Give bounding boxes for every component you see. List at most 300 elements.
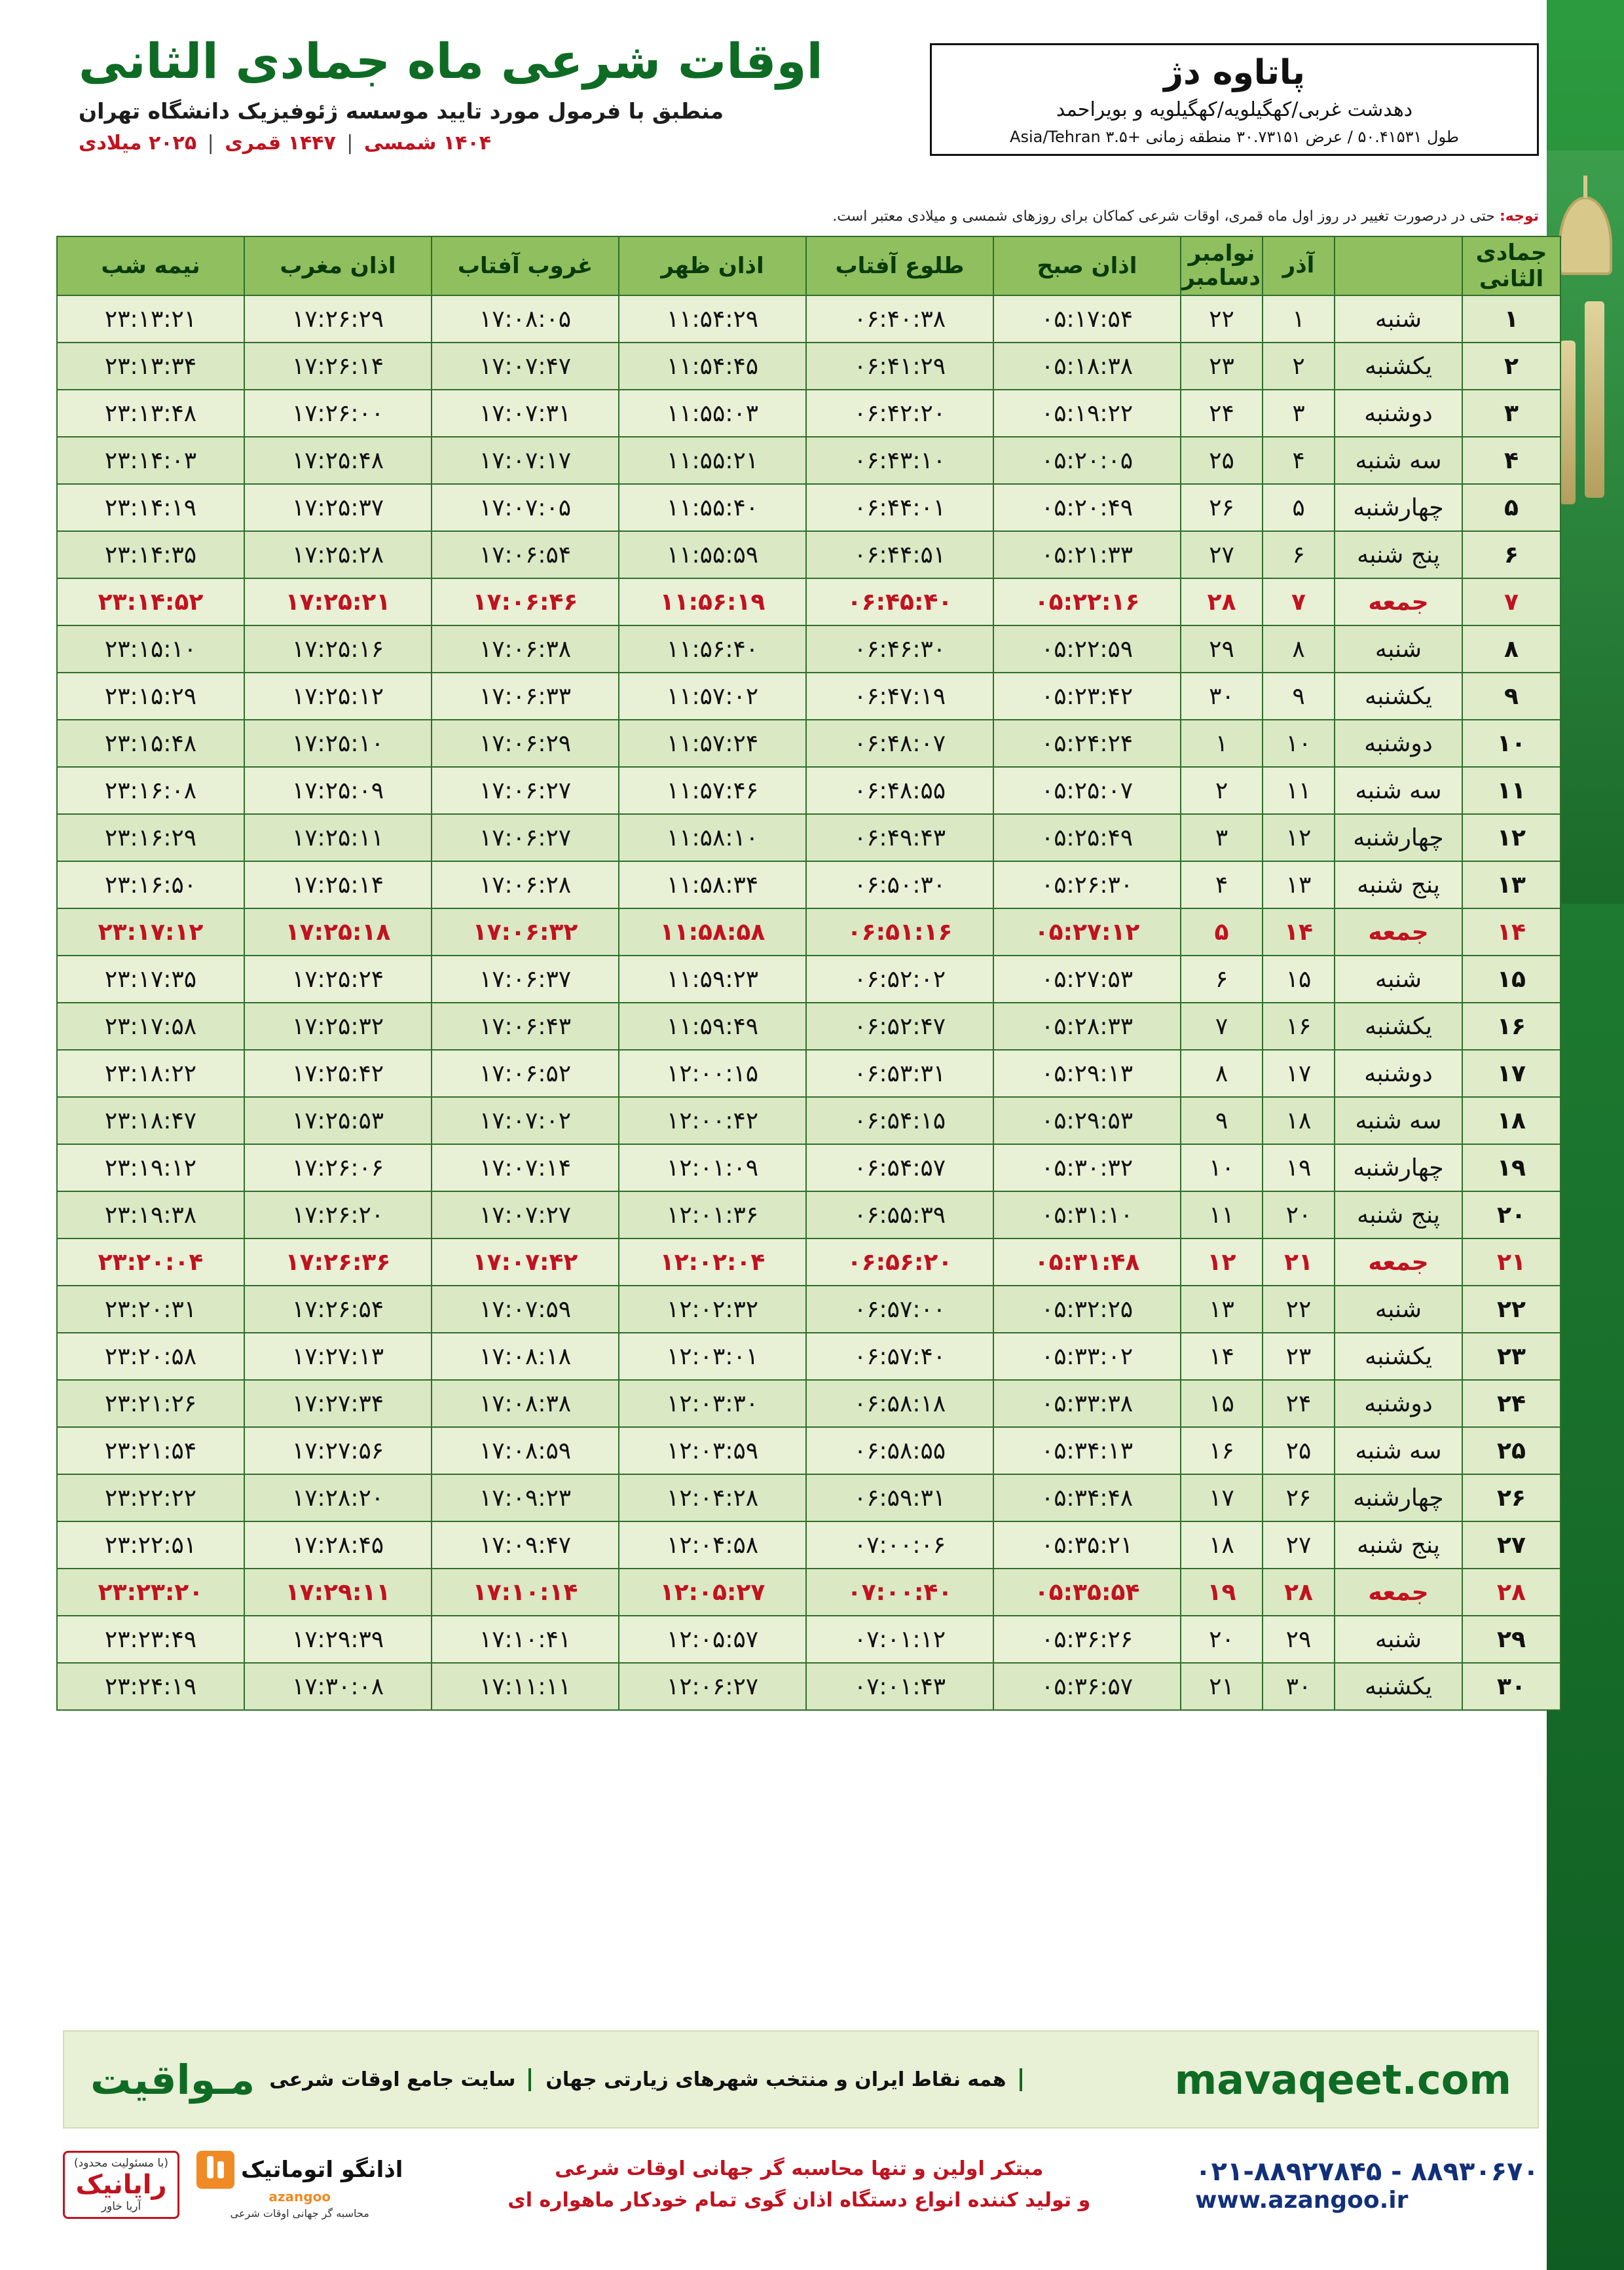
cell-sunrise: ۰۶:۴۸:۰۷ [806, 720, 993, 767]
cell-weekday: پنج شنبه [1335, 1521, 1462, 1569]
cell-maghrib: ۱۷:۲۸:۲۰ [244, 1474, 432, 1521]
cell-sunrise: ۰۶:۵۳:۳۱ [806, 1050, 993, 1097]
cell-hijri-date: ۲۵ [1263, 1427, 1335, 1474]
cell-midnight: ۲۳:۲۲:۵۱ [57, 1521, 244, 1569]
cell-sunrise: ۰۶:۴۹:۴۳ [806, 814, 993, 861]
table-row [57, 1474, 1560, 1521]
cell-fajr: ۰۵:۳۱:۱۰ [993, 1191, 1181, 1238]
cell-maghrib: ۱۷:۲۵:۲۱ [244, 578, 432, 625]
cell-day-number: ۱۰ [1462, 720, 1560, 767]
page-subtitle: منطبق با فرمول مورد تایید موسسه ژئوفیزیک دانشگاه تهران [79, 98, 724, 124]
cell-gregorian-date: ۱۸ [1181, 1521, 1263, 1569]
cell-gregorian-date: ۲۵ [1181, 437, 1263, 484]
brand-url[interactable]: mavaqeet.com [1174, 2055, 1511, 2104]
cell-dhuhr: ۱۱:۵۸:۱۰ [619, 814, 806, 861]
cell-sunset: ۱۷:۰۷:۲۷ [432, 1191, 619, 1238]
cell-sunrise: ۰۶:۵۸:۵۵ [806, 1427, 993, 1474]
cell-dhuhr: ۱۲:۰۰:۱۵ [619, 1050, 806, 1097]
cell-weekday: چهارشنبه [1335, 1144, 1462, 1191]
cell-fajr: ۰۵:۲۶:۳۰ [993, 861, 1181, 908]
table-row [57, 1286, 1560, 1333]
cell-weekday: جمعه [1335, 1238, 1462, 1286]
city-name: پاتاوه دژ [1164, 53, 1305, 92]
cell-fajr: ۰۵:۳۳:۳۸ [993, 1380, 1181, 1427]
cell-maghrib: ۱۷:۲۵:۳۷ [244, 484, 432, 531]
cell-fajr: ۰۵:۲۵:۴۹ [993, 814, 1181, 861]
cell-fajr: ۰۵:۳۰:۳۲ [993, 1144, 1181, 1191]
cell-sunrise: ۰۶:۴۰:۳۸ [806, 295, 993, 343]
cell-sunset: ۱۷:۰۶:۲۷ [432, 767, 619, 814]
cell-sunrise: ۰۶:۴۵:۴۰ [806, 578, 993, 625]
cell-maghrib: ۱۷:۲۷:۵۶ [244, 1427, 432, 1474]
cell-sunrise: ۰۶:۴۴:۰۱ [806, 484, 993, 531]
cell-dhuhr: ۱۲:۰۵:۵۷ [619, 1616, 806, 1663]
cell-hijri-date: ۱۰ [1263, 720, 1335, 767]
cell-sunset: ۱۷:۰۷:۱۷ [432, 437, 619, 484]
year-sep-1: | [346, 131, 354, 155]
cell-sunset: ۱۷:۰۶:۴۶ [432, 578, 619, 625]
cell-weekday: دوشنبه [1335, 390, 1462, 437]
table-row [57, 1050, 1560, 1097]
cell-weekday: سه شنبه [1335, 1097, 1462, 1144]
cell-sunset: ۱۷:۰۸:۱۸ [432, 1333, 619, 1380]
cell-sunrise: ۰۶:۵۴:۱۵ [806, 1097, 993, 1144]
cell-sunrise: ۰۶:۵۵:۳۹ [806, 1191, 993, 1238]
cell-sunrise: ۰۶:۵۰:۳۰ [806, 861, 993, 908]
cell-gregorian-date: ۷ [1181, 1003, 1263, 1050]
cell-maghrib: ۱۷:۲۶:۳۶ [244, 1238, 432, 1286]
cell-maghrib: ۱۷:۲۵:۱۶ [244, 625, 432, 673]
cell-gregorian-date: ۲۶ [1181, 484, 1263, 531]
cell-maghrib: ۱۷:۲۵:۱۲ [244, 673, 432, 720]
cell-day-number: ۲۷ [1462, 1521, 1560, 1569]
cell-sunset: ۱۷:۰۹:۴۷ [432, 1521, 619, 1569]
cell-hijri-date: ۱۷ [1263, 1050, 1335, 1097]
cell-midnight: ۲۳:۱۴:۳۵ [57, 531, 244, 578]
cell-day-number: ۳۰ [1462, 1663, 1560, 1710]
cell-sunset: ۱۷:۰۶:۲۸ [432, 861, 619, 908]
table-row [57, 343, 1560, 390]
cell-midnight: ۲۳:۱۵:۱۰ [57, 625, 244, 673]
cell-hijri-date: ۲۲ [1263, 1286, 1335, 1333]
cell-fajr: ۰۵:۳۱:۴۸ [993, 1238, 1181, 1286]
cell-maghrib: ۱۷:۲۵:۴۸ [244, 437, 432, 484]
table-row [57, 484, 1560, 531]
page-header [63, 33, 1539, 207]
cell-dhuhr: ۱۱:۵۷:۴۶ [619, 767, 806, 814]
cell-hijri-date: ۲۹ [1263, 1616, 1335, 1663]
cell-day-number: ۱۷ [1462, 1050, 1560, 1097]
cell-day-number: ۲۲ [1462, 1286, 1560, 1333]
cell-gregorian-date: ۲ [1181, 767, 1263, 814]
rayaneik-note: (با مسئولیت محدود) [74, 2157, 168, 2170]
cell-weekday: پنج شنبه [1335, 861, 1462, 908]
cell-day-number: ۱۵ [1462, 956, 1560, 1003]
cell-day-number: ۱۹ [1462, 1144, 1560, 1191]
header-fajr: اذان صبح [993, 236, 1181, 295]
cell-weekday: دوشنبه [1335, 1380, 1462, 1427]
cell-sunrise: ۰۶:۵۸:۱۸ [806, 1380, 993, 1427]
city-region: دهدشت غربی/کهگیلویه/کهگیلویه و بویراحمد [1056, 98, 1413, 122]
cell-day-number: ۱ [1462, 295, 1560, 343]
cell-sunrise: ۰۶:۵۴:۵۷ [806, 1144, 993, 1191]
cell-dhuhr: ۱۲:۰۴:۵۸ [619, 1521, 806, 1569]
cell-day-number: ۲۹ [1462, 1616, 1560, 1663]
table-header-row [57, 236, 1560, 295]
cell-weekday: شنبه [1335, 295, 1462, 343]
cell-hijri-date: ۲۶ [1263, 1474, 1335, 1521]
cell-dhuhr: ۱۱:۵۴:۴۵ [619, 343, 806, 390]
cell-weekday: سه شنبه [1335, 1427, 1462, 1474]
table-row [57, 1238, 1560, 1286]
table-row [57, 1380, 1560, 1427]
cell-day-number: ۶ [1462, 531, 1560, 578]
footer-desc-line2: و تولید کننده انواع دستگاه اذان گوی تمام خودکار ماهواره ای [507, 2189, 1091, 2212]
cell-sunset: ۱۷:۰۷:۴۷ [432, 343, 619, 390]
cell-dhuhr: ۱۲:۰۲:۰۴ [619, 1238, 806, 1286]
cell-midnight: ۲۳:۱۵:۴۸ [57, 720, 244, 767]
cell-sunrise: ۰۶:۵۹:۳۱ [806, 1474, 993, 1521]
cell-gregorian-date: ۱۲ [1181, 1238, 1263, 1286]
cell-sunset: ۱۷:۰۷:۵۹ [432, 1286, 619, 1333]
cell-fajr: ۰۵:۱۷:۵۴ [993, 295, 1181, 343]
cell-midnight: ۲۳:۲۰:۳۱ [57, 1286, 244, 1333]
cell-sunrise: ۰۶:۴۷:۱۹ [806, 673, 993, 720]
cell-gregorian-date: ۲۷ [1181, 531, 1263, 578]
cell-dhuhr: ۱۲:۰۴:۲۸ [619, 1474, 806, 1521]
azangoo-mark-icon [196, 2151, 234, 2189]
cell-day-number: ۲۱ [1462, 1238, 1560, 1286]
cell-sunset: ۱۷:۰۸:۳۸ [432, 1380, 619, 1427]
cell-dhuhr: ۱۱:۵۵:۵۹ [619, 531, 806, 578]
cell-maghrib: ۱۷:۲۶:۲۹ [244, 295, 432, 343]
table-row [57, 625, 1560, 673]
cell-dhuhr: ۱۱:۵۵:۴۰ [619, 484, 806, 531]
cell-sunrise: ۰۷:۰۰:۴۰ [806, 1569, 993, 1616]
table-row [57, 1427, 1560, 1474]
header-midnight: نیمه شب [57, 236, 244, 295]
cell-gregorian-date: ۵ [1181, 908, 1263, 956]
cell-dhuhr: ۱۱:۵۶:۱۹ [619, 578, 806, 625]
cell-sunrise: ۰۶:۵۲:۰۲ [806, 956, 993, 1003]
cell-sunset: ۱۷:۰۸:۰۵ [432, 295, 619, 343]
cell-dhuhr: ۱۲:۰۳:۰۱ [619, 1333, 806, 1380]
cell-dhuhr: ۱۲:۰۲:۳۲ [619, 1286, 806, 1333]
cell-day-number: ۵ [1462, 484, 1560, 531]
cell-maghrib: ۱۷:۲۵:۲۴ [244, 956, 432, 1003]
table-row [57, 531, 1560, 578]
cell-day-number: ۱۳ [1462, 861, 1560, 908]
cell-fajr: ۰۵:۲۹:۱۳ [993, 1050, 1181, 1097]
header-greg-azar: آذر [1263, 236, 1335, 295]
cell-sunrise: ۰۶:۴۸:۵۵ [806, 767, 993, 814]
cell-weekday: یکشنبه [1335, 1003, 1462, 1050]
cell-dhuhr: ۱۲:۰۳:۵۹ [619, 1427, 806, 1474]
cell-day-number: ۷ [1462, 578, 1560, 625]
cell-day-number: ۱۲ [1462, 814, 1560, 861]
cell-maghrib: ۱۷:۲۵:۰۹ [244, 767, 432, 814]
cell-sunset: ۱۷:۱۰:۱۴ [432, 1569, 619, 1616]
cell-sunset: ۱۷:۰۶:۴۳ [432, 1003, 619, 1050]
cell-day-number: ۹ [1462, 673, 1560, 720]
header-hijri-month: جمادی الثانی [1462, 236, 1560, 295]
cell-hijri-date: ۳ [1263, 390, 1335, 437]
cell-weekday: شنبه [1335, 625, 1462, 673]
cell-dhuhr: ۱۱:۵۵:۲۱ [619, 437, 806, 484]
cell-hijri-date: ۲۸ [1263, 1569, 1335, 1616]
table-row [57, 767, 1560, 814]
cell-gregorian-date: ۲۳ [1181, 343, 1263, 390]
cell-hijri-date: ۹ [1263, 673, 1335, 720]
cell-fajr: ۰۵:۲۷:۵۳ [993, 956, 1181, 1003]
cell-maghrib: ۱۷:۲۶:۰۰ [244, 390, 432, 437]
cell-midnight: ۲۳:۱۶:۵۰ [57, 861, 244, 908]
cell-gregorian-date: ۱۶ [1181, 1427, 1263, 1474]
cell-maghrib: ۱۷:۲۵:۱۰ [244, 720, 432, 767]
cell-sunrise: ۰۷:۰۱:۴۳ [806, 1663, 993, 1710]
cell-fajr: ۰۵:۳۴:۴۸ [993, 1474, 1181, 1521]
table-row [57, 956, 1560, 1003]
cell-maghrib: ۱۷:۲۵:۱۱ [244, 814, 432, 861]
cell-fajr: ۰۵:۱۹:۲۲ [993, 390, 1181, 437]
cell-fajr: ۰۵:۳۶:۲۶ [993, 1616, 1181, 1663]
cell-maghrib: ۱۷:۲۶:۵۴ [244, 1286, 432, 1333]
cell-midnight: ۲۳:۲۳:۲۰ [57, 1569, 244, 1616]
cell-fajr: ۰۵:۳۳:۰۲ [993, 1333, 1181, 1380]
cell-dhuhr: ۱۱:۵۸:۳۴ [619, 861, 806, 908]
cell-sunrise: ۰۶:۵۷:۰۰ [806, 1286, 993, 1333]
cell-day-number: ۸ [1462, 625, 1560, 673]
cell-sunset: ۱۷:۰۶:۳۲ [432, 908, 619, 956]
cell-dhuhr: ۱۱:۵۹:۴۹ [619, 1003, 806, 1050]
cell-hijri-date: ۱۳ [1263, 861, 1335, 908]
cell-gregorian-date: ۱۷ [1181, 1474, 1263, 1521]
cell-maghrib: ۱۷:۲۶:۲۰ [244, 1191, 432, 1238]
cell-hijri-date: ۷ [1263, 578, 1335, 625]
cell-sunset: ۱۷:۰۷:۴۲ [432, 1238, 619, 1286]
cell-maghrib: ۱۷:۲۹:۱۱ [244, 1569, 432, 1616]
table-row [57, 1521, 1560, 1569]
cell-sunrise: ۰۶:۴۱:۲۹ [806, 343, 993, 390]
header-sunset: غروب آفتاب [432, 236, 619, 295]
cell-maghrib: ۱۷:۲۸:۴۵ [244, 1521, 432, 1569]
cell-gregorian-date: ۱۵ [1181, 1380, 1263, 1427]
cell-maghrib: ۱۷:۲۷:۱۳ [244, 1333, 432, 1380]
cell-dhuhr: ۱۲:۰۰:۴۲ [619, 1097, 806, 1144]
cell-maghrib: ۱۷:۲۷:۳۴ [244, 1380, 432, 1427]
cell-hijri-date: ۱۵ [1263, 956, 1335, 1003]
cell-gregorian-date: ۲۸ [1181, 578, 1263, 625]
cell-sunset: ۱۷:۰۶:۵۴ [432, 531, 619, 578]
cell-hijri-date: ۱۸ [1263, 1097, 1335, 1144]
cell-gregorian-date: ۱۰ [1181, 1144, 1263, 1191]
cell-maghrib: ۱۷:۲۵:۲۸ [244, 531, 432, 578]
cell-midnight: ۲۳:۱۹:۳۸ [57, 1191, 244, 1238]
cell-fajr: ۰۵:۲۵:۰۷ [993, 767, 1181, 814]
cell-hijri-date: ۵ [1263, 484, 1335, 531]
footer-phone: ۰۲۱-۸۸۹۲۷۸۴۵ - ۸۸۹۳۰۶۷۰ [1195, 2156, 1539, 2187]
year-miladi: ۲۰۲۵ میلادی [79, 131, 197, 155]
cell-gregorian-date: ۳ [1181, 814, 1263, 861]
cell-fajr: ۰۵:۲۲:۱۶ [993, 578, 1181, 625]
title-block [79, 33, 845, 155]
cell-hijri-date: ۱۶ [1263, 1003, 1335, 1050]
cell-sunset: ۱۷:۰۹:۲۳ [432, 1474, 619, 1521]
cell-weekday: پنج شنبه [1335, 531, 1462, 578]
table-row [57, 720, 1560, 767]
cell-day-number: ۲۶ [1462, 1474, 1560, 1521]
cell-sunrise: ۰۷:۰۰:۰۶ [806, 1521, 993, 1569]
cell-midnight: ۲۳:۲۳:۴۹ [57, 1616, 244, 1663]
cell-midnight: ۲۳:۲۱:۲۶ [57, 1380, 244, 1427]
rayaneik-name-fa: رایانیک [75, 2170, 167, 2200]
cell-maghrib: ۱۷:۲۶:۱۴ [244, 343, 432, 390]
cell-maghrib: ۱۷:۲۵:۱۸ [244, 908, 432, 956]
cell-midnight: ۲۳:۱۶:۰۸ [57, 767, 244, 814]
cell-hijri-date: ۲۰ [1263, 1191, 1335, 1238]
cell-dhuhr: ۱۱:۵۶:۴۰ [619, 625, 806, 673]
azangoo-logo-top [196, 2151, 403, 2189]
cell-gregorian-date: ۲۴ [1181, 390, 1263, 437]
table-row [57, 1097, 1560, 1144]
cell-midnight: ۲۳:۱۸:۴۷ [57, 1097, 244, 1144]
cell-sunset: ۱۷:۰۶:۲۹ [432, 720, 619, 767]
table-row [57, 1003, 1560, 1050]
cell-gregorian-date: ۱۳ [1181, 1286, 1263, 1333]
footer-logos [63, 2151, 403, 2220]
cell-dhuhr: ۱۲:۰۱:۰۹ [619, 1144, 806, 1191]
brand-name-fa: مـواقیت [90, 2055, 255, 2104]
year-qamari: ۱۴۴۷ قمری [225, 131, 336, 155]
footer-description [507, 2153, 1090, 2216]
cell-weekday: یکشنبه [1335, 1333, 1462, 1380]
cell-midnight: ۲۳:۱۳:۲۱ [57, 295, 244, 343]
cell-sunrise: ۰۶:۴۲:۲۰ [806, 390, 993, 437]
cell-weekday: چهارشنبه [1335, 484, 1462, 531]
table-row [57, 908, 1560, 956]
cell-sunrise: ۰۶:۵۲:۴۷ [806, 1003, 993, 1050]
cell-fajr: ۰۵:۲۱:۳۳ [993, 531, 1181, 578]
cell-fajr: ۰۵:۲۰:۰۵ [993, 437, 1181, 484]
footer-bottom [63, 2146, 1539, 2224]
cell-sunrise: ۰۶:۴۴:۵۱ [806, 531, 993, 578]
cell-fajr: ۰۵:۳۲:۲۵ [993, 1286, 1181, 1333]
cell-day-number: ۲۰ [1462, 1191, 1560, 1238]
cell-fajr: ۰۵:۲۲:۵۹ [993, 625, 1181, 673]
cell-day-number: ۱۶ [1462, 1003, 1560, 1050]
cell-hijri-date: ۲۳ [1263, 1333, 1335, 1380]
cell-midnight: ۲۳:۱۳:۴۸ [57, 390, 244, 437]
cell-sunset: ۱۷:۰۶:۵۲ [432, 1050, 619, 1097]
cell-sunrise: ۰۶:۵۷:۴۰ [806, 1333, 993, 1380]
cell-midnight: ۲۳:۱۴:۰۳ [57, 437, 244, 484]
cell-hijri-date: ۲۷ [1263, 1521, 1335, 1569]
table-row [57, 390, 1560, 437]
cell-gregorian-date: ۲۲ [1181, 295, 1263, 343]
cell-sunset: ۱۷:۱۱:۱۱ [432, 1663, 619, 1710]
cell-sunrise: ۰۶:۴۶:۳۰ [806, 625, 993, 673]
table-row [57, 1616, 1560, 1663]
cell-day-number: ۲۸ [1462, 1569, 1560, 1616]
cell-weekday: چهارشنبه [1335, 1474, 1462, 1521]
footer-contact [1195, 2157, 1539, 2214]
cell-dhuhr: ۱۱:۵۷:۰۲ [619, 673, 806, 720]
cell-sunrise: ۰۶:۵۱:۱۶ [806, 908, 993, 956]
cell-hijri-date: ۳۰ [1263, 1663, 1335, 1710]
cell-weekday: جمعه [1335, 1569, 1462, 1616]
cell-fajr: ۰۵:۲۴:۲۴ [993, 720, 1181, 767]
azangoo-name-fa: اذانگو اتوماتیک [240, 2156, 403, 2183]
cell-sunset: ۱۷:۰۷:۰۲ [432, 1097, 619, 1144]
footer-website[interactable]: www.azangoo.ir [1195, 2186, 1409, 2214]
azangoo-logo [196, 2151, 403, 2220]
cell-sunset: ۱۷:۰۷:۳۱ [432, 390, 619, 437]
cell-midnight: ۲۳:۱۴:۱۹ [57, 484, 244, 531]
cell-fajr: ۰۵:۱۸:۳۸ [993, 343, 1181, 390]
cell-gregorian-date: ۸ [1181, 1050, 1263, 1097]
cell-fajr: ۰۵:۳۴:۱۳ [993, 1427, 1181, 1474]
cell-dhuhr: ۱۱:۵۸:۵۸ [619, 908, 806, 956]
cell-day-number: ۱۴ [1462, 908, 1560, 956]
header-sunrise: طلوع آفتاب [806, 236, 993, 295]
city-coordinates: طول ۵۰.۴۱۵۳۱ / عرض ۳۰.۷۳۱۵۱ منطقه زمانی +۳.۵ Asia/Tehran [1010, 128, 1459, 147]
table-row [57, 437, 1560, 484]
header-greg-nov-dec: نوامبر دسامبر [1181, 236, 1263, 295]
cell-gregorian-date: ۱ [1181, 720, 1263, 767]
cell-day-number: ۱۱ [1462, 767, 1560, 814]
cell-dhuhr: ۱۲:۰۵:۲۷ [619, 1569, 806, 1616]
cell-dhuhr: ۱۲:۰۱:۳۶ [619, 1191, 806, 1238]
note-text [63, 208, 1539, 225]
note-label: توجه: [1499, 208, 1539, 225]
cell-midnight: ۲۳:۲۲:۲۲ [57, 1474, 244, 1521]
cell-sunrise: ۰۶:۴۳:۱۰ [806, 437, 993, 484]
cell-maghrib: ۱۷:۲۵:۳۲ [244, 1003, 432, 1050]
cell-midnight: ۲۳:۱۵:۲۹ [57, 673, 244, 720]
cell-hijri-date: ۱۱ [1263, 767, 1335, 814]
year-shamsi: ۱۴۰۴ شمسی [363, 131, 492, 155]
cell-sunset: ۱۷:۱۰:۴۱ [432, 1616, 619, 1663]
cell-hijri-date: ۲۴ [1263, 1380, 1335, 1427]
cell-maghrib: ۱۷:۲۵:۵۳ [244, 1097, 432, 1144]
cell-sunset: ۱۷:۰۷:۰۵ [432, 484, 619, 531]
cell-hijri-date: ۲۱ [1263, 1238, 1335, 1286]
header-dhuhr: اذان ظهر [619, 236, 806, 295]
cell-gregorian-date: ۲۰ [1181, 1616, 1263, 1663]
cell-sunset: ۱۷:۰۸:۵۹ [432, 1427, 619, 1474]
cell-maghrib: ۱۷:۲۹:۳۹ [244, 1616, 432, 1663]
cell-gregorian-date: ۱۴ [1181, 1333, 1263, 1380]
cell-gregorian-date: ۲۹ [1181, 625, 1263, 673]
cell-maghrib: ۱۷:۲۶:۰۶ [244, 1144, 432, 1191]
cell-gregorian-date: ۲۱ [1181, 1663, 1263, 1710]
cell-day-number: ۱۸ [1462, 1097, 1560, 1144]
cell-weekday: شنبه [1335, 956, 1462, 1003]
cell-hijri-date: ۲ [1263, 343, 1335, 390]
cell-dhuhr: ۱۱:۵۷:۲۴ [619, 720, 806, 767]
header-maghrib: اذان مغرب [244, 236, 432, 295]
cell-day-number: ۲۳ [1462, 1333, 1560, 1380]
cell-day-number: ۲۴ [1462, 1380, 1560, 1427]
cell-weekday: یکشنبه [1335, 343, 1462, 390]
cell-midnight: ۲۳:۲۰:۵۸ [57, 1333, 244, 1380]
cell-hijri-date: ۱۲ [1263, 814, 1335, 861]
cell-gregorian-date: ۳۰ [1181, 673, 1263, 720]
table-row [57, 1191, 1560, 1238]
cell-sunset: ۱۷:۰۶:۳۷ [432, 956, 619, 1003]
cell-weekday: سه شنبه [1335, 767, 1462, 814]
cell-weekday: شنبه [1335, 1286, 1462, 1333]
